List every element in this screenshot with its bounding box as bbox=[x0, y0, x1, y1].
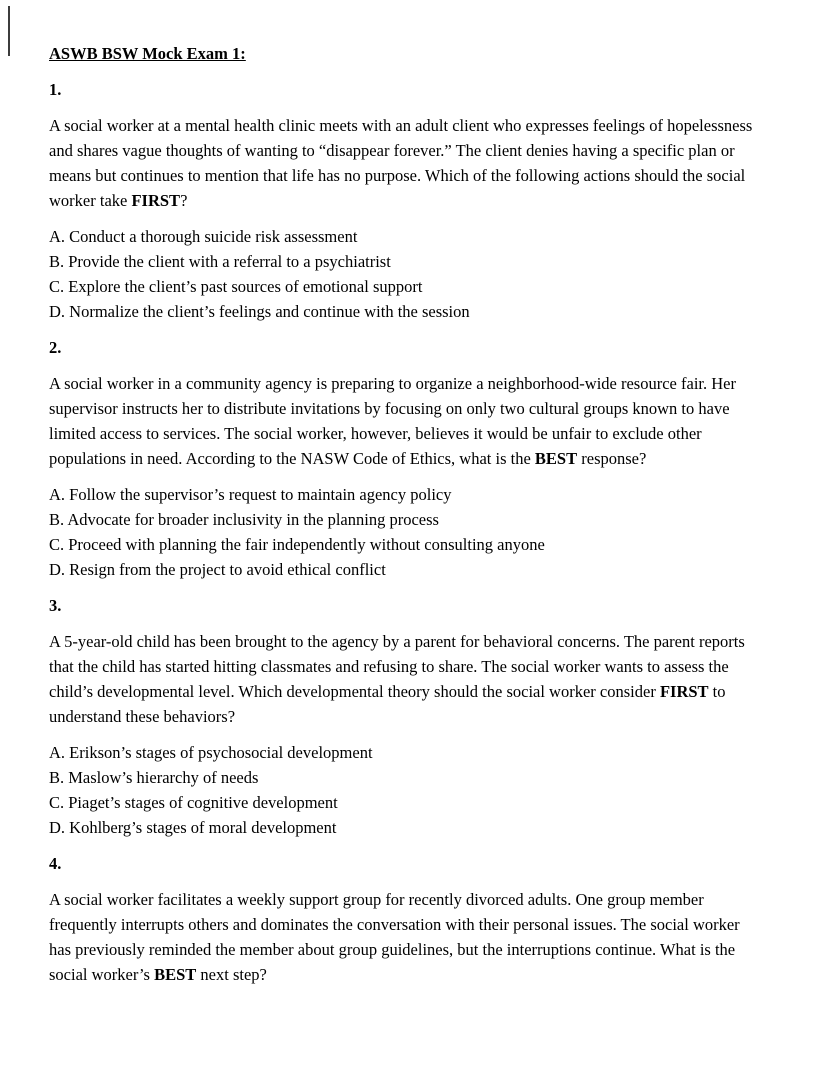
options-list bbox=[49, 740, 761, 840]
question-stem bbox=[49, 371, 761, 471]
stem-text: to understand these behaviors? bbox=[49, 682, 726, 726]
option-a: A. Erikson’s stages of psychosocial development bbox=[49, 743, 373, 762]
stem-text: A 5-year-old child has been brought to the agency by a parent for behavioral concerns. The parent reports that the child has started hitting classmates and refusing to share. The social worker wants to assess the child’s developmental level. Which developmental theory should the social worker consider bbox=[49, 632, 745, 701]
option-c: C. Proceed with planning the fair independently without consulting anyone bbox=[49, 535, 545, 554]
question-number: 2. bbox=[49, 338, 62, 357]
option-c: C. Piaget’s stages of cognitive development bbox=[49, 793, 338, 812]
option-d: D. Normalize the client’s feelings and continue with the session bbox=[49, 302, 470, 321]
option-a: A. Follow the supervisor’s request to maintain agency policy bbox=[49, 485, 452, 504]
option-d: D. Resign from the project to avoid ethical conflict bbox=[49, 560, 386, 579]
stem-emphasis: BEST bbox=[154, 965, 197, 984]
scan-artifact-line bbox=[8, 6, 10, 56]
question-stem bbox=[49, 629, 761, 729]
question-block-4 bbox=[49, 851, 761, 987]
question-number: 1. bbox=[49, 80, 62, 99]
stem-text: A social worker at a mental health clinic meets with an adult client who expresses feelings of hopelessness and shares vague thoughts of wanting to “disappear forever.” The client denies having a specific plan or means but continues to mention that life has no purpose. Which of the following actions should the social worker take bbox=[49, 116, 753, 210]
question-block-2 bbox=[49, 335, 761, 582]
document-content bbox=[49, 41, 761, 998]
stem-text: ? bbox=[180, 191, 188, 210]
options-list bbox=[49, 224, 761, 324]
question-number: 4. bbox=[49, 854, 62, 873]
question-stem bbox=[49, 887, 761, 987]
option-c: C. Explore the client’s past sources of emotional support bbox=[49, 277, 423, 296]
question-stem bbox=[49, 113, 761, 213]
option-d: D. Kohlberg’s stages of moral development bbox=[49, 818, 337, 837]
question-block-3 bbox=[49, 593, 761, 840]
option-b: B. Advocate for broader inclusivity in the planning process bbox=[49, 510, 439, 529]
question-number: 3. bbox=[49, 596, 62, 615]
option-b: B. Provide the client with a referral to a psychiatrist bbox=[49, 252, 391, 271]
option-a: A. Conduct a thorough suicide risk assessment bbox=[49, 227, 358, 246]
stem-emphasis: FIRST bbox=[131, 191, 181, 210]
option-b: B. Maslow’s hierarchy of needs bbox=[49, 768, 259, 787]
stem-text: A social worker in a community agency is preparing to organize a neighborhood-wide resource fair. Her supervisor instructs her to distribute invitations by focusing on only two cultural groups known to have limited access to services. The social worker, however, believes it would be unfair to exclude other populations in need. According to the NASW Code of Ethics, what is the bbox=[49, 374, 736, 468]
stem-text: A social worker facilitates a weekly support group for recently divorced adults. One group member frequently interrupts others and dominates the conversation with their personal issues. The social worker has previously reminded the member about group guidelines, but the interruptions continue. What is the social worker’s bbox=[49, 890, 740, 984]
options-list bbox=[49, 482, 761, 582]
stem-emphasis: FIRST bbox=[659, 682, 709, 701]
stem-emphasis: BEST bbox=[534, 449, 578, 468]
stem-text: next step? bbox=[196, 965, 267, 984]
question-block-1 bbox=[49, 77, 761, 324]
page-title: ASWB BSW Mock Exam 1: bbox=[49, 44, 246, 63]
stem-text: response? bbox=[577, 449, 647, 468]
